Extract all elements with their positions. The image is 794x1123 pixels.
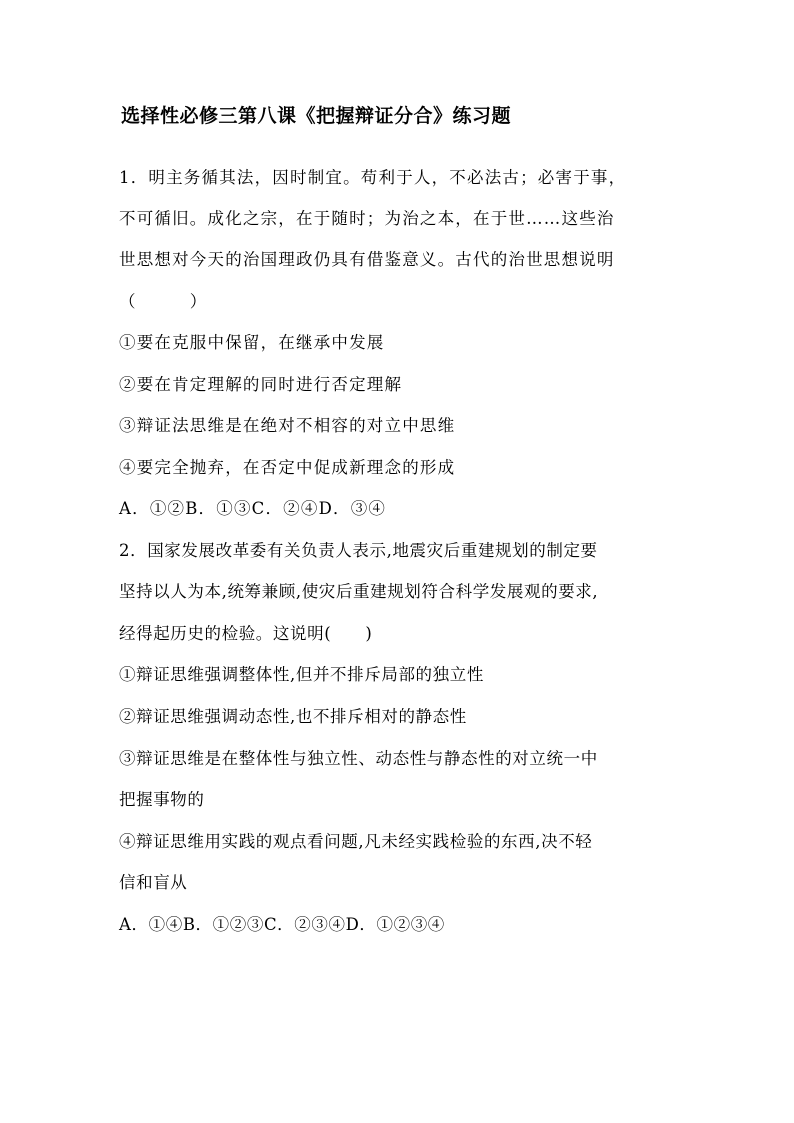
question-2-stem-line: 坚持以人为本,统筹兼顾,使灾后重建规划符合科学发展观的要求, xyxy=(119,582,599,601)
question-2-option-3-continued: 把握事物的 xyxy=(119,790,205,809)
question-1-answer-blank: （ ） xyxy=(119,292,208,311)
question-2-stem-line: 2．国家发展改革委有关负责人表示,地震灾后重建规划的制定要 xyxy=(119,541,598,560)
question-2-option-2: ②辩证思维强调动态性,也不排斥相对的静态性 xyxy=(119,707,467,726)
question-2-stem-line: 经得起历史的检验。这说明( ) xyxy=(119,624,373,643)
page-title: 选择性必修三第八课《把握辩证分合》练习题 xyxy=(121,105,512,127)
question-2-option-4: ④辩证思维用实践的观点看问题,凡未经实践检验的东西,决不轻 xyxy=(119,832,593,851)
question-1-stem-line: 世思想对今天的治国理政仍具有借鉴意义。古代的治世思想说明 xyxy=(119,250,615,269)
question-1-stem-line: 1．明主务循其法，因时制宜。苟利于人，不必法古；必害于事， xyxy=(119,168,627,187)
question-1-option-1: ①要在克服中保留，在继承中发展 xyxy=(119,333,385,352)
question-2-option-4-continued: 信和盲从 xyxy=(119,873,188,892)
question-2-option-1: ①辩证思维强调整体性,但并不排斥局部的独立性 xyxy=(119,665,484,684)
question-2-option-3: ③辩证思维是在整体性与独立性、动态性与静态性的对立统一中 xyxy=(119,749,598,768)
question-1-option-4: ④要完全抛弃，在否定中促成新理念的形成 xyxy=(119,458,456,477)
question-2-choices: A．①④B．①②③C．②③④D．①②③④ xyxy=(119,915,445,934)
question-1-stem-line: 不可循旧。成化之宗，在于随时；为治之本，在于世……这些治 xyxy=(119,209,615,228)
question-1-option-3: ③辩证法思维是在绝对不相容的对立中思维 xyxy=(119,416,456,435)
question-1-choices: A．①②B．①③C．②④D．③④ xyxy=(119,499,387,518)
question-1-option-2: ②要在肯定理解的同时进行否定理解 xyxy=(119,375,403,394)
